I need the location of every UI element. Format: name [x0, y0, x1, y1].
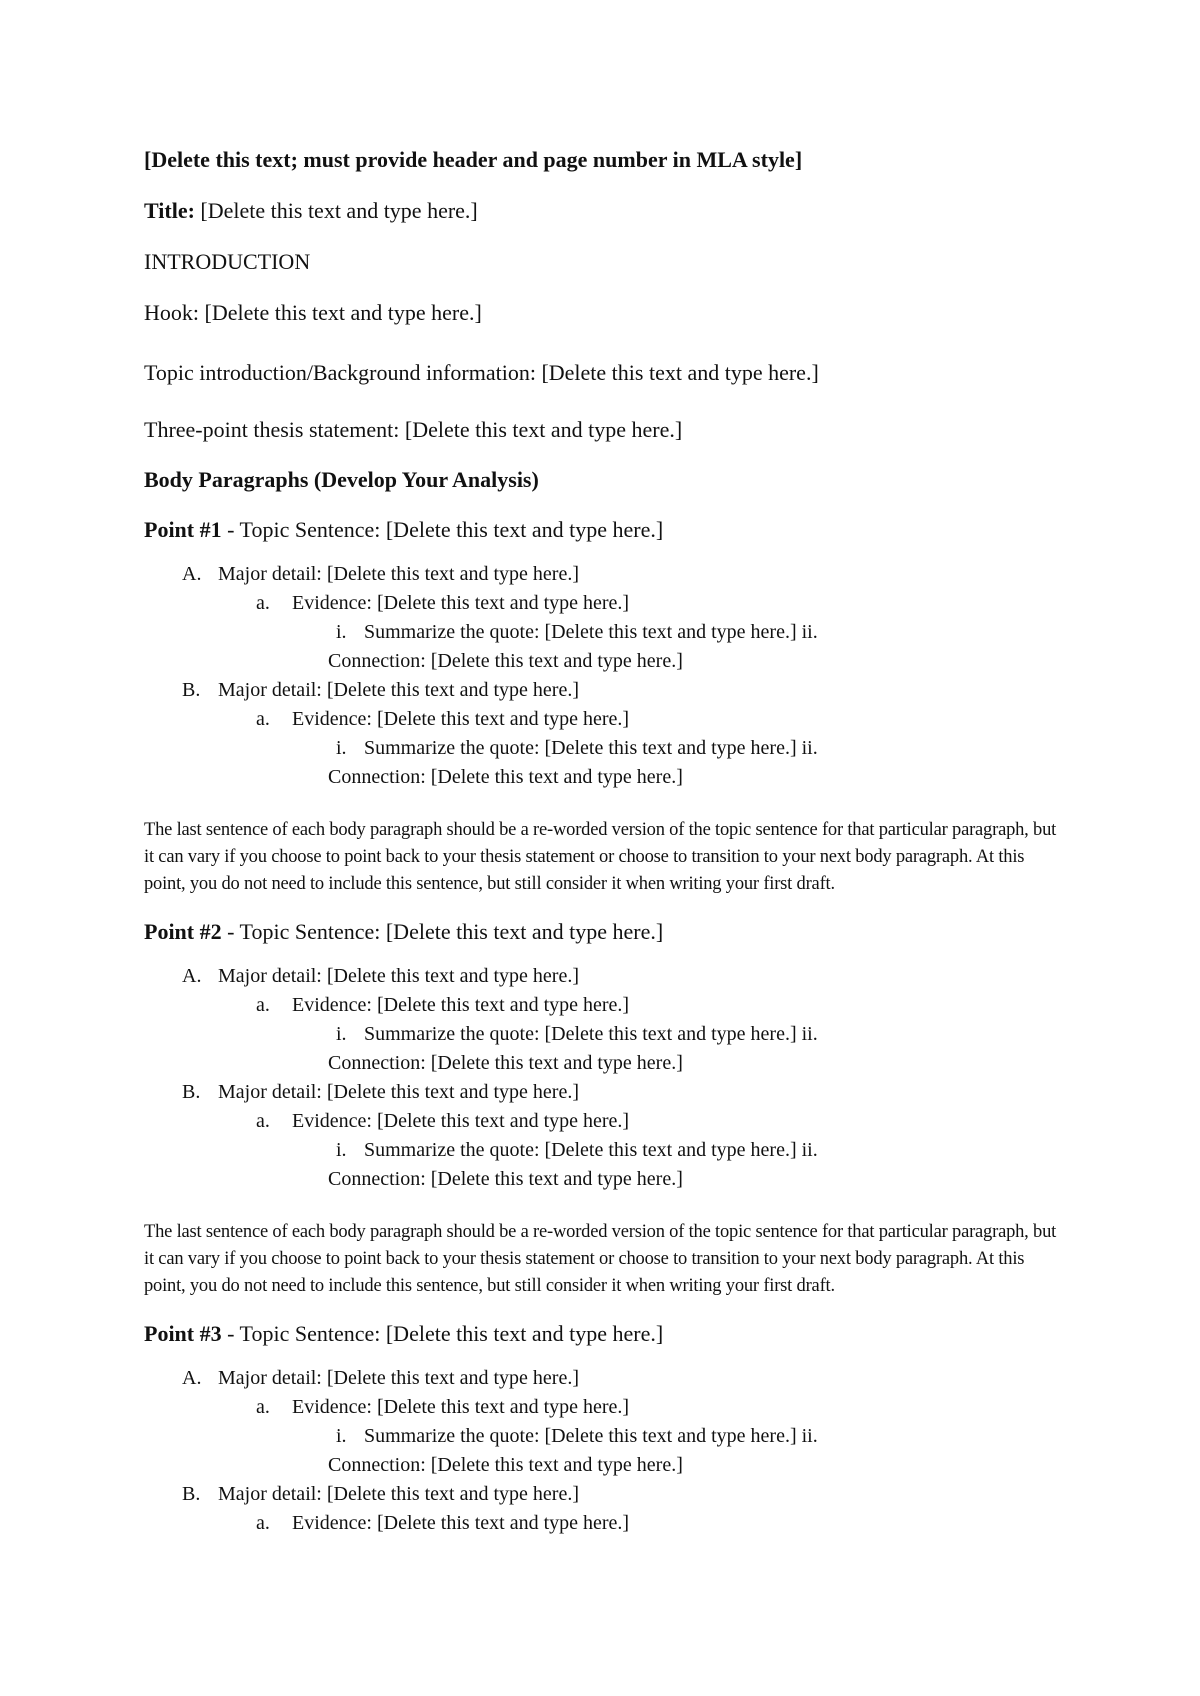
topic-introduction-line[interactable]: Topic introduction/Background information: [Delete this text and type here.] — [144, 360, 819, 385]
thesis-line[interactable]: Three-point thesis statement: [Delete this text and type here.] — [144, 417, 683, 442]
list-item — [144, 962, 1064, 991]
list-item — [144, 1393, 1064, 1422]
list-item — [144, 1165, 1064, 1194]
list-marker: a. — [256, 1512, 270, 1534]
list-marker: A. — [182, 965, 202, 987]
point-3-outline — [144, 1364, 1064, 1538]
summary-text[interactable]: Summarize the quote: [Delete this text and type here.] ii. — [364, 737, 818, 759]
list-item — [144, 991, 1064, 1020]
evidence-text[interactable]: Evidence: [Delete this text and type here.] — [292, 1396, 630, 1418]
connection-text[interactable]: Connection: [Delete this text and type here.] — [328, 1052, 683, 1074]
list-marker: i. — [336, 621, 347, 643]
list-marker: i. — [336, 1139, 347, 1161]
summary-text[interactable]: Summarize the quote: [Delete this text and type here.] ii. — [364, 1425, 818, 1447]
connection-text[interactable]: Connection: [Delete this text and type here.] — [328, 650, 683, 672]
point-1-line — [144, 516, 1064, 544]
major-detail-text[interactable]: Major detail: [Delete this text and type here.] — [218, 1483, 579, 1505]
list-item — [144, 1480, 1064, 1509]
list-item — [144, 1451, 1064, 1480]
point-1-label: Point #1 — [144, 517, 222, 542]
list-marker: i. — [336, 1425, 347, 1447]
header-instruction: [Delete this text; must provide header and page number in MLA style] — [144, 147, 803, 172]
list-item — [144, 589, 1064, 618]
major-detail-text[interactable]: Major detail: [Delete this text and type here.] — [218, 1081, 579, 1103]
list-marker: B. — [182, 1483, 201, 1505]
point-2-outline — [144, 962, 1064, 1194]
connection-text[interactable]: Connection: [Delete this text and type here.] — [328, 766, 683, 788]
point-2-line — [144, 918, 1064, 946]
list-marker: a. — [256, 1110, 270, 1132]
list-marker: a. — [256, 708, 270, 730]
major-detail-text[interactable]: Major detail: [Delete this text and type here.] — [218, 679, 579, 701]
list-item — [144, 1509, 1064, 1538]
point-3-label: Point #3 — [144, 1321, 222, 1346]
connection-text[interactable]: Connection: [Delete this text and type here.] — [328, 1168, 683, 1190]
point-2-sentence[interactable]: - Topic Sentence: [Delete this text and type here.] — [221, 919, 664, 944]
list-item — [144, 1078, 1064, 1107]
body-paragraphs-heading: Body Paragraphs (Develop Your Analysis) — [144, 467, 539, 492]
list-item — [144, 1422, 1064, 1451]
connection-text[interactable]: Connection: [Delete this text and type here.] — [328, 1454, 683, 1476]
list-item — [144, 1049, 1064, 1078]
hook-line[interactable]: Hook: [Delete this text and type here.] — [144, 300, 482, 325]
list-marker: A. — [182, 1367, 202, 1389]
list-item — [144, 1020, 1064, 1049]
list-item — [144, 705, 1064, 734]
list-item — [144, 618, 1064, 647]
list-marker: a. — [256, 592, 270, 614]
list-marker: a. — [256, 994, 270, 1016]
list-item — [144, 676, 1064, 705]
summary-text[interactable]: Summarize the quote: [Delete this text and type here.] ii. — [364, 1023, 818, 1045]
list-marker: A. — [182, 563, 202, 585]
summary-text[interactable]: Summarize the quote: [Delete this text and type here.] ii. — [364, 621, 818, 643]
point-1-note: The last sentence of each body paragraph should be a re-worded version of the topic sentence for that particular paragraph, but it can vary if you choose to point back to your thesis statement or choose to transition to your next body paragraph. At this point, you do not need to include this sentence, but still consider it when writing your first draft. — [144, 820, 1057, 894]
major-detail-text[interactable]: Major detail: [Delete this text and type here.] — [218, 563, 579, 585]
list-item — [144, 1107, 1064, 1136]
list-item — [144, 734, 1064, 763]
summary-text[interactable]: Summarize the quote: [Delete this text and type here.] ii. — [364, 1139, 818, 1161]
list-item — [144, 1364, 1064, 1393]
title-label: Title: — [144, 198, 195, 223]
point-2-label: Point #2 — [144, 919, 222, 944]
introduction-heading: INTRODUCTION — [144, 249, 311, 274]
list-marker: i. — [336, 1023, 347, 1045]
list-item — [144, 763, 1064, 792]
evidence-text[interactable]: Evidence: [Delete this text and type here.] — [292, 708, 630, 730]
evidence-text[interactable]: Evidence: [Delete this text and type here.] — [292, 592, 630, 614]
evidence-text[interactable]: Evidence: [Delete this text and type here.] — [292, 1512, 630, 1534]
point-1-outline — [144, 560, 1064, 792]
list-item — [144, 647, 1064, 676]
point-3-sentence[interactable]: - Topic Sentence: [Delete this text and type here.] — [221, 1321, 664, 1346]
point-3-line — [144, 1320, 1064, 1348]
major-detail-text[interactable]: Major detail: [Delete this text and type here.] — [218, 965, 579, 987]
evidence-text[interactable]: Evidence: [Delete this text and type here.] — [292, 1110, 630, 1132]
list-item — [144, 1136, 1064, 1165]
list-marker: B. — [182, 1081, 201, 1103]
title-line — [144, 197, 1064, 225]
list-marker: a. — [256, 1396, 270, 1418]
major-detail-text[interactable]: Major detail: [Delete this text and type here.] — [218, 1367, 579, 1389]
list-marker: i. — [336, 737, 347, 759]
point-1-sentence[interactable]: - Topic Sentence: [Delete this text and type here.] — [221, 517, 664, 542]
title-value[interactable]: [Delete this text and type here.] — [200, 198, 478, 223]
evidence-text[interactable]: Evidence: [Delete this text and type here.] — [292, 994, 630, 1016]
point-2-note: The last sentence of each body paragraph should be a re-worded version of the topic sentence for that particular paragraph, but it can vary if you choose to point back to your thesis statement or choose to transition to your next body paragraph. At this point, you do not need to include this sentence, but still consider it when writing your first draft. — [144, 1222, 1057, 1296]
list-marker: B. — [182, 679, 201, 701]
list-item — [144, 560, 1064, 589]
